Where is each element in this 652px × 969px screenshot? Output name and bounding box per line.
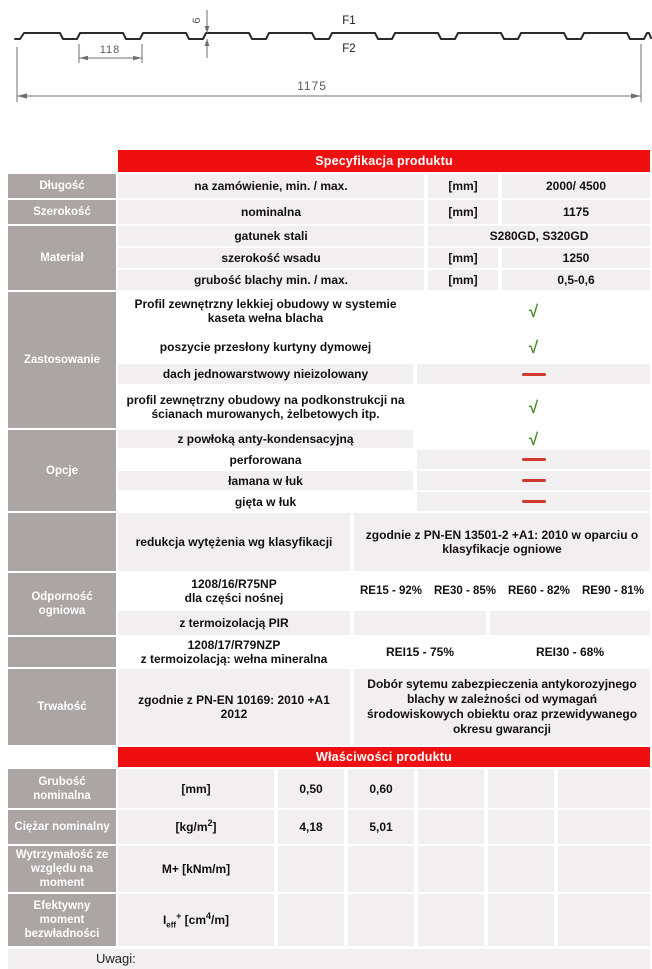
unit-sup: 2 — [207, 818, 213, 828]
check-icon: √ — [528, 337, 539, 357]
arrow-right-icon — [631, 93, 641, 98]
props-empty-cell — [488, 846, 554, 892]
notes-row: Uwagi: — [8, 949, 650, 969]
arrow-left-icon — [79, 56, 88, 61]
mark-cell — [417, 430, 650, 448]
fire-re-value: RE60 - 82% — [507, 585, 570, 597]
row-label-trwalosc: Trwałość — [8, 669, 116, 745]
row-label-dlugosc: Długość — [8, 174, 116, 198]
unit-text: [cm — [181, 913, 207, 927]
spec-desc: grubość blachy min. / max. — [118, 270, 424, 290]
spec-header: Specyfikacja produktu — [118, 150, 650, 172]
fire-desc — [118, 573, 350, 609]
unit-sup: + — [176, 911, 182, 921]
fire-re-value: RE90 - 81% — [581, 585, 644, 597]
spec-desc: na zamówienie, min. / max. — [118, 174, 424, 198]
props-empty-cell — [348, 894, 414, 946]
unit-sup: 4 — [206, 911, 212, 921]
dim-118-text: 118 — [99, 44, 121, 56]
props-unit — [118, 894, 274, 946]
props-empty-cell — [558, 810, 650, 844]
durability-desc: zgodnie z PN-EN 10169: 2010 +A1 2012 — [118, 669, 350, 745]
props-empty-cell — [558, 846, 650, 892]
mark-cell — [417, 450, 650, 469]
props-unit: [mm] — [118, 769, 274, 808]
props-empty-cell — [488, 769, 554, 808]
fire-cert-number: 1208/17/R79NZP — [187, 638, 281, 652]
dash-icon — [522, 373, 546, 376]
row-label-moment: Wytrzymałość ze względu na moment — [8, 846, 116, 892]
props-empty-cell — [418, 846, 484, 892]
face-label-f1: F1 — [342, 15, 356, 27]
props-empty-cell — [558, 769, 650, 808]
props-empty-cell — [418, 894, 484, 946]
fire-empty-cell — [354, 611, 486, 635]
row-label-ogniowa: Odporność ogniowa — [8, 573, 116, 635]
unit-cell: [mm] — [428, 248, 498, 268]
spec-desc: perforowana — [118, 450, 413, 469]
props-empty-cell — [488, 894, 554, 946]
dim-6-text: 6 — [191, 16, 203, 24]
fire-re-values — [354, 573, 650, 609]
spec-desc: poszycie przesłony kurtyny dymowej — [118, 332, 413, 362]
fire-desc: z termoizolacją PIR — [118, 611, 350, 635]
props-empty-cell — [558, 894, 650, 946]
props-empty-cell — [348, 846, 414, 892]
spec-desc: Profil zewnętrzny lekkiej obudowy w systemie kaseta wełna blacha — [118, 292, 413, 330]
fire-re-value: RE15 - 92% — [359, 585, 422, 597]
props-value: 5,01 — [348, 810, 414, 844]
spec-desc: z powłoką anty-kondensacyjną — [118, 430, 413, 448]
fire-cert-scope: dla części nośnej — [184, 591, 284, 605]
spec-desc: profil zewnętrzny obudowy na podkonstrukcji na ścianach murowanych, żelbetowych itp. — [118, 386, 413, 428]
props-value: 4,18 — [278, 810, 344, 844]
check-icon: √ — [528, 397, 539, 417]
fire-rei-value: REI15 - 75% — [354, 637, 486, 667]
spec-desc: gatunek stali — [118, 226, 424, 246]
fire-cert-number: 1208/16/R75NP — [191, 577, 277, 591]
fire-re-value: RE30 - 85% — [433, 585, 496, 597]
spec-desc: szerokość wsadu — [118, 248, 424, 268]
spec-desc: łamana w łuk — [118, 471, 413, 490]
fire-desc: redukcja wytężenia wg klasyfikacji — [118, 513, 350, 571]
mark-cell — [417, 332, 650, 362]
spec-desc: gięta w łuk — [118, 492, 413, 511]
fire-desc — [118, 637, 350, 667]
row-label-ogniowa-spacer-top — [8, 513, 116, 571]
unit-cell: [mm] — [428, 174, 498, 198]
profile-outline — [15, 33, 651, 39]
value-cell: 0,5-0,6 — [502, 270, 650, 290]
props-empty-cell — [278, 894, 344, 946]
value-cell: 1250 — [502, 248, 650, 268]
props-empty-cell — [488, 810, 554, 844]
unit-text: I — [162, 913, 167, 927]
dim-1175-text: 1175 — [297, 79, 327, 93]
dash-icon — [522, 479, 546, 482]
unit-cell: [mm] — [428, 270, 498, 290]
props-empty-cell — [418, 769, 484, 808]
props-value: 0,60 — [348, 769, 414, 808]
check-icon: √ — [528, 301, 539, 321]
spec-desc: dach jednowarstwowy nieizolowany — [118, 364, 413, 384]
mark-cell — [417, 364, 650, 384]
fire-empty-cell — [490, 611, 650, 635]
props-empty-cell — [418, 810, 484, 844]
unit-text: ] — [212, 820, 217, 834]
value-cell: 2000/ 4500 — [502, 174, 650, 198]
props-header: Właściwości produktu — [118, 747, 650, 767]
row-label-szerokosc: Szerokość — [8, 200, 116, 224]
fire-standard: zgodnie z PN-EN 13501-2 +A1: 2010 w oparciu o klasyfikacje ogniowe — [354, 513, 650, 571]
unit-text: /m] — [211, 913, 230, 927]
durability-value: Dobór sytemu zabezpieczenia antykorozyjnego blachy w zależności od wymagań środowiskowych obiektu oraz przewidywanego okresu gwarancji — [354, 669, 650, 745]
value-cell: 1175 — [502, 200, 650, 224]
mark-cell — [417, 386, 650, 428]
props-value: 0,50 — [278, 769, 344, 808]
props-unit: M+ [kNm/m] — [118, 846, 274, 892]
arrow-up-icon — [205, 39, 210, 46]
props-unit — [118, 810, 274, 844]
row-label-ogniowa-spacer-bottom — [8, 637, 116, 667]
props-empty-cell — [278, 846, 344, 892]
row-label-material: Materiał — [8, 226, 116, 290]
mark-cell — [417, 292, 650, 330]
row-label-zastosowanie: Zastosowanie — [8, 292, 116, 428]
row-label-opcje: Opcje — [8, 430, 116, 511]
fire-cert-scope: z termoizolacją: wełna mineralna — [140, 652, 328, 666]
profile-drawing — [0, 0, 652, 140]
unit-sub: eff — [166, 920, 177, 930]
arrow-right-icon — [133, 56, 142, 61]
row-label-inercja: Efektywny moment bezwładności — [8, 894, 116, 946]
row-label-grubosc: Grubość nominalna — [8, 769, 116, 808]
arrow-down-icon — [205, 26, 210, 33]
arrow-left-icon — [17, 93, 27, 98]
value-cell: S280GD, S320GD — [428, 226, 650, 246]
mark-cell — [417, 471, 650, 490]
unit-text: [kg/m — [175, 820, 208, 834]
spec-desc: nominalna — [118, 200, 424, 224]
fire-rei-value: REI30 - 68% — [490, 637, 650, 667]
dash-icon — [522, 458, 546, 461]
row-label-ciezar: Ciężar nominalny — [8, 810, 116, 844]
check-icon: √ — [528, 429, 539, 449]
dash-icon — [522, 500, 546, 503]
face-label-f2: F2 — [342, 43, 356, 55]
mark-cell — [417, 492, 650, 511]
unit-cell: [mm] — [428, 200, 498, 224]
